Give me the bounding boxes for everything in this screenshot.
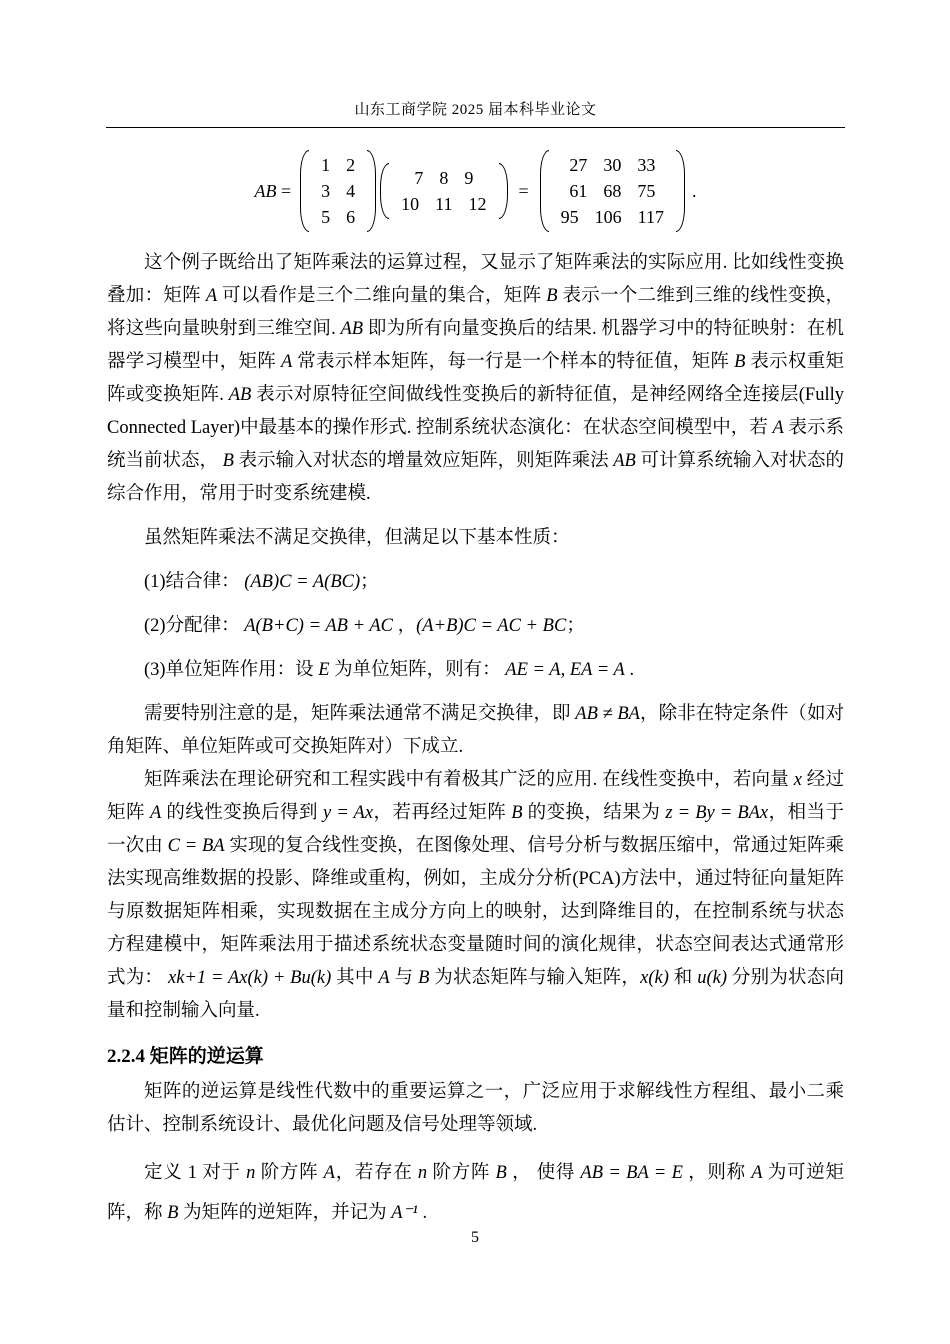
left-paren-icon — [540, 150, 549, 232]
property-distributive-law: (2)分配律： A(B+C) = AB + AC ，(A+B)C = AC + BC； — [144, 616, 585, 636]
right-paren-icon — [676, 150, 685, 232]
page-content — [107, 137, 844, 1233]
matrix-c-body: 27 30 33 61 68 75 95 106 117 — [560, 155, 664, 227]
page-header — [107, 98, 844, 119]
paragraph-definition-1: 定义 1 对于 n 阶方阵 A，若存在 n 阶方阵 B ， 使得 AB = BA = E ，则称 A 为可逆矩阵，称 B 为矩阵的逆矩阵，并记为 A⁻¹ . — [107, 1163, 844, 1223]
section-heading-2-2-4: 2.2.4 矩阵的逆运算 — [107, 1046, 264, 1067]
left-paren-icon — [300, 150, 309, 232]
paragraph-applications: 矩阵乘法在理论研究和工程实践中有着极其广泛的应用. 在线性变换中，若向量 x 经过矩阵 A 的线性变换后得到 y = Ax，若再经过矩阵 B 的变换，结果为 z = By = BAx，相当于一次由 C = BA 实现的复合线性变换，在图像处理、信号分析与数据压缩中，常通过矩阵乘法实现高维数据的投影、降维或重构，例如，主成分分析(PCA)方法中，通过特征向量矩阵与原数据矩阵相乘，实现数据在主成分方向上的映射，达到降维目的，在控制系统与状态方程建模中，矩阵乘法用于描述系统状态变量随时间的演化规律，状态空间表达式通常形式为： xk+1 = Ax(k) + Bu(k) 其中 A 与 B 为状态矩阵与输入矩阵，x(k) 和 u(k) 分别为状态向量和控制输入向量. — [107, 770, 844, 1021]
page-footer — [0, 1229, 950, 1247]
equation-period: . — [692, 181, 697, 201]
matrix-equation — [107, 149, 844, 233]
right-paren-icon — [499, 163, 508, 219]
right-paren-icon — [367, 150, 376, 232]
paragraph-noncommutative-note: 需要特别注意的是，矩阵乘法通常不满足交换律，即 AB ≠ BA，除非在特定条件（如对角矩阵、单位矩阵或可交换矩阵对）下成立. — [107, 704, 844, 757]
matrix-b — [380, 162, 507, 220]
equals-sign: = — [518, 181, 529, 201]
paragraph-inverse-intro: 矩阵的逆运算是线性代数中的重要运算之一，广泛应用于求解线性方程组、最小二乘估计、控制系统设计、最优化问题及信号处理等领域. — [107, 1082, 844, 1135]
equation-lhs: AB = — [254, 181, 292, 201]
paragraph-properties-intro: 虽然矩阵乘法不满足交换律，但满足以下基本性质： — [144, 528, 570, 548]
property-associative-law: (1)结合律： (AB)C = A(BC)； — [144, 572, 379, 592]
matrix-a-body: 1 2 3 4 5 6 — [321, 155, 356, 227]
matrix-c — [540, 149, 685, 233]
left-paren-icon — [380, 163, 389, 219]
header-divider — [106, 127, 845, 128]
header-title: 山东工商学院 2025 届本科毕业论文 — [354, 102, 597, 118]
matrix-b-body: 7 8 9 10 11 12 — [401, 168, 487, 214]
property-identity-matrix: (3)单位矩阵作用：设 E 为单位矩阵，则有： AE = A, EA = A . — [144, 660, 635, 680]
paragraph-example-applications: 这个例子既给出了矩阵乘法的运算过程，又显示了矩阵乘法的实际应用. 比如线性变换叠加：矩阵 A 可以看作是三个二维向量的集合，矩阵 B 表示一个二维到三维的线性变换，将这些向量映射到三维空间. AB 即为所有向量变换后的结果. 机器学习中的特征映射：在机器学习模型中，矩阵 A 常表示样本矩阵，每一行是一个样本的特征值，矩阵 B 表示权重矩阵或变换矩阵. AB 表示对原特征空间做线性变换后的新特征值，是神经网络全连接层(Fully Connected Layer)中最基本的操作形式. 控制系统状态演化：在状态空间模型中，若 A 表示系统当前状态， B 表示输入对状态的增量效应矩阵，则矩阵乘法 AB 可计算系统输入对状态的综合作用，常用于时变系统建模. — [107, 253, 844, 504]
page-number: 5 — [471, 1229, 479, 1246]
matrix-a — [300, 149, 376, 233]
